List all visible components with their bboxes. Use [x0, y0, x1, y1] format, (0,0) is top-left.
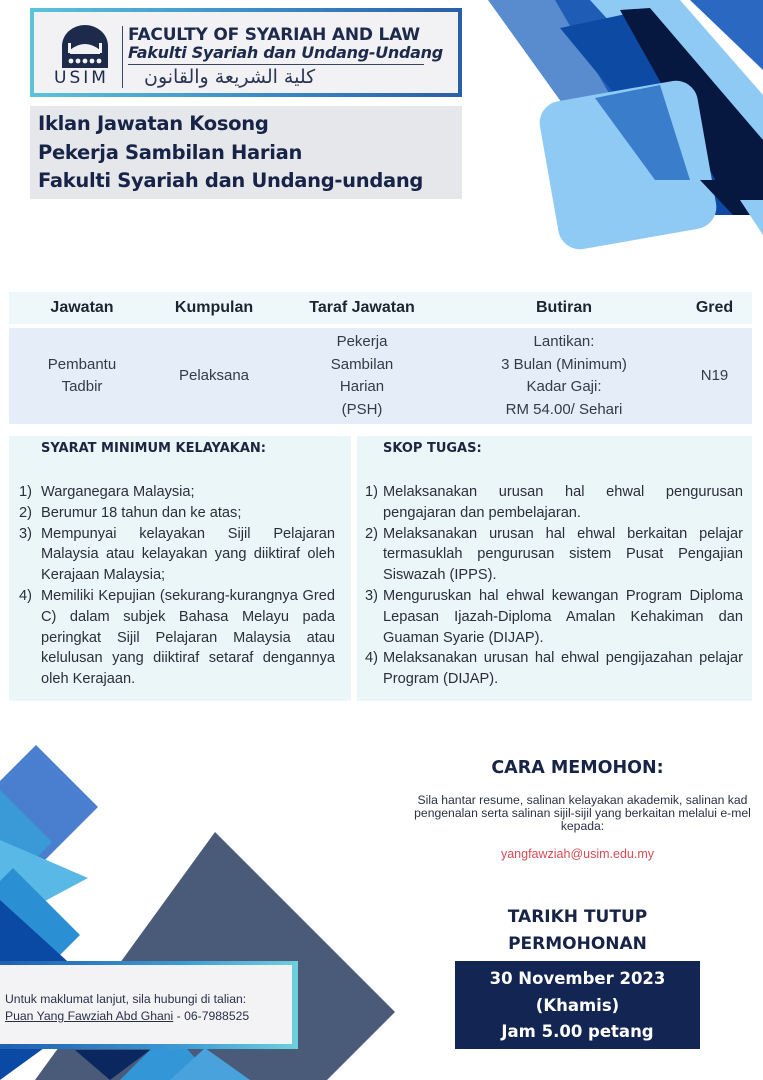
item-text: Menguruskan hal ehwal kewangan Program Diploma Lepasan Ijazah-Diploma Amalan Kehakiman dan Guaman Syarie (DIJAP).: [383, 587, 743, 646]
item-text: Mempunyai kelayakan Sijil Pelajaran Malaysia atau kelayakan yang diiktiraf oleh Kerajaan Malaysia;: [41, 525, 335, 584]
how-to-apply-title: CARA MEMOHON:: [491, 758, 664, 778]
scope-panel: [357, 436, 752, 701]
item-text: Melaksanakan urusan hal ehwal pengijazahan pelajar Program (DIJAP).: [383, 650, 743, 688]
cell-kumpulan: Pelaksana: [155, 328, 273, 424]
item-number: 1): [19, 484, 32, 500]
advert-title-line: Pekerja Sambilan Harian: [38, 140, 303, 164]
requirements-list: [19, 482, 335, 690]
faculty-name-english: FACULTY OF SYARIAH AND LAW: [128, 25, 420, 45]
item-number: 2): [19, 504, 32, 521]
closing-date-title: [470, 904, 685, 958]
column-header-jawatan: Jawatan: [9, 292, 155, 324]
logo-divider: [122, 26, 123, 88]
closing-day: (Khamis): [535, 995, 620, 1015]
table-header-row: [9, 292, 752, 324]
how-to-apply-instructions: Sila hantar resume, salinan kelayakan akademik, salinan kad pengenalan serta salinan sijil-sijil yang berkaitan melalui e-mel kepada:: [414, 793, 751, 833]
column-header-gred: Gred: [677, 292, 752, 324]
list-item: [19, 503, 335, 524]
cell-line: Pembantu: [47, 355, 117, 373]
cell-line: Pekerja: [336, 333, 388, 350]
cell-line: Lantikan:: [533, 333, 595, 350]
closing-date-box: [455, 961, 700, 1049]
item-number: 3): [365, 587, 378, 604]
cell-line: Harian: [339, 378, 385, 395]
advert-title-line: Fakulti Syariah dan Undang-undang: [38, 169, 424, 192]
item-number: 4): [365, 650, 378, 667]
usim-emblem-icon: [54, 24, 116, 69]
item-text: Melaksanakan urusan hal ehwal berkaitan pelajar termasuklah pengurusan sistem Pusat Pengajian Siswazah (IPPS).: [383, 525, 743, 584]
contact-line: [5, 1008, 292, 1025]
contact-intro: Untuk maklumat lanjut, sila hubungi di talian:: [5, 992, 247, 1006]
requirements-title: SYARAT MINIMUM KELAYAKAN:: [41, 441, 266, 456]
item-number: 2): [365, 525, 378, 542]
column-header-kumpulan: Kumpulan: [155, 292, 273, 324]
closing-title-line: PERMOHONAN: [508, 934, 647, 954]
cell-line: Kadar Gaji:: [526, 378, 602, 395]
cell-jawatan: [9, 328, 155, 424]
closing-title-line: TARIKH TUTUP: [507, 907, 648, 927]
column-header-taraf: Taraf Jawatan: [273, 292, 451, 324]
advert-title-box: [30, 106, 462, 199]
usim-wordmark: USIM: [54, 68, 109, 88]
top-right-decoration: [488, 0, 763, 253]
item-text: Melaksanakan urusan hal ehwal pengurusan pengajaran dan pembelajaran.: [383, 484, 743, 521]
scope-list: [365, 482, 743, 690]
list-item: [365, 648, 743, 690]
scope-title: SKOP TUGAS:: [383, 441, 482, 456]
item-text: Memiliki Kepujian (sekurang-kurangnya Gred C) dalam subjek Bahasa Melayu pada peringkat Sijil Pelajaran Malaysia atau kelulusan yang diiktiraf setaraf dengannya oleh Kerajaan.: [41, 587, 335, 688]
list-item: [365, 586, 743, 648]
faculty-name-underline: [128, 64, 424, 65]
closing-date: 30 November 2023: [489, 969, 666, 988]
cell-gred: N19: [677, 328, 752, 424]
column-header-butiran: Butiran: [451, 292, 677, 324]
item-number: 4): [19, 587, 32, 604]
cell-line: (PSH): [341, 400, 383, 418]
list-item: [19, 482, 335, 503]
application-email-link[interactable]: yangfawziah@usim.edu.my: [500, 847, 655, 861]
table-row: [9, 328, 752, 424]
closing-time: Jam 5.00 petang: [501, 1022, 654, 1041]
faculty-logo-banner: [30, 8, 462, 97]
logo-inner: [34, 12, 458, 93]
item-number: 1): [365, 484, 378, 500]
item-number: 3): [19, 525, 32, 542]
job-details-table: [9, 292, 752, 424]
contact-person-link[interactable]: Puan Yang Fawziah Abd Ghani: [5, 1009, 174, 1023]
contact-info-inner: [0, 965, 292, 1044]
list-item: [19, 586, 335, 690]
contact-separator: -: [173, 1009, 185, 1023]
list-item: [365, 524, 743, 586]
item-text: Berumur 18 tahun dan ke atas;: [41, 504, 242, 521]
faculty-name-arabic: كلية الشريعة والقانون: [144, 66, 316, 88]
advert-title-line: Iklan Jawatan Kosong: [38, 112, 269, 135]
contact-phone: 06-7988525: [184, 1009, 250, 1023]
contact-info-box: [0, 961, 298, 1049]
cell-line: RM 54.00/ Sehari: [505, 400, 623, 418]
item-text: Warganegara Malaysia;: [41, 484, 195, 500]
faculty-name-malay: Fakulti Syariah dan Undang-Undang: [128, 43, 443, 62]
cell-taraf: [273, 328, 451, 424]
requirements-panel: [9, 436, 351, 701]
list-item: [365, 482, 743, 524]
list-item: [19, 524, 335, 586]
cell-line: Sambilan: [330, 355, 394, 373]
cell-line: 3 Bulan (Minimum): [501, 355, 627, 373]
cell-line: Tadbir: [61, 378, 103, 395]
cell-butiran: [451, 328, 677, 424]
